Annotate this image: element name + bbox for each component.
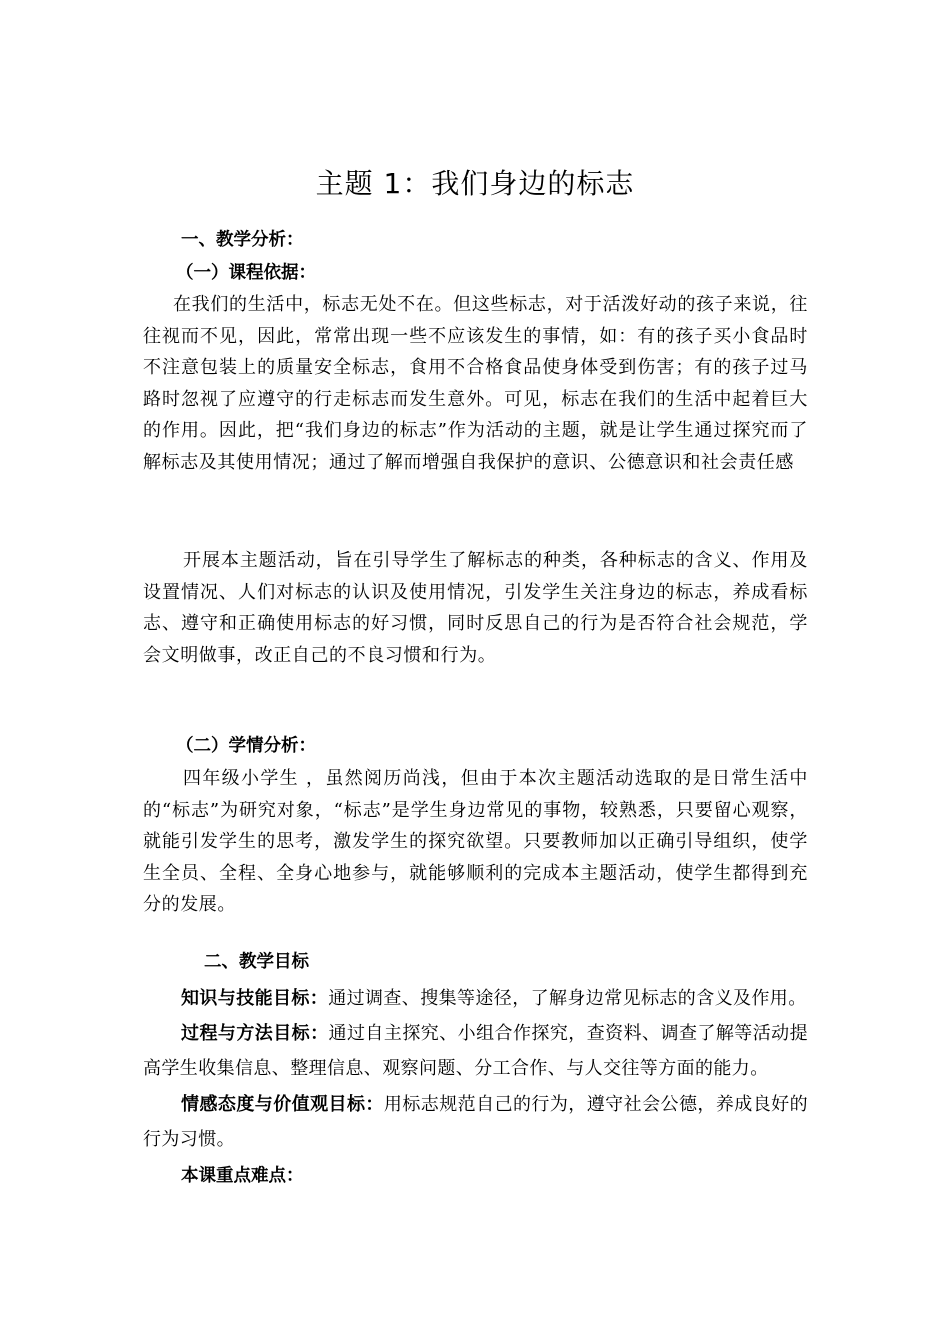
paragraph-student-analysis: 四年级小学生 ，虽然阅历尚浅，但由于本次主题活动选取的是日常生活中的“标志”为研究对象，“标志”是学生身边常见的事物，较熟悉，只要留心观察，就能引发学生的思考，激发学生的探究欲望。只要教师加以正确引导组织，使学生全员、全程、全身心地参与，就能够顺利的完成本主题活动，使学生都得到充分的发展。 xyxy=(143,768,808,916)
goal-text: 通过调查、搜集等途径，了解身边常见标志的含义及作用。 xyxy=(328,988,807,1009)
paragraph-curriculum-basis: 在我们的生活中，标志无处不在。但这些标志，对于活泼好动的孩子来说，往往视而不见，因此，常常出现一些不应该发生的事情，如：有的孩子买小食品时不注意包装上的质量安全标志，食用不合格食品使身体受到伤害；有的孩子过马路时忽视了应遵守的行走标志而发生意外。可见，标志在我们的生活中起着巨大的作用。因此，把“我们身边的标志”作为活动的主题，就是让学生通过探究而了解标志及其使用情况；通过了解而增强自我保护的意识、公德意识和社会责任感 xyxy=(143,294,808,473)
section-heading-teaching-analysis: 一、教学分析： xyxy=(181,230,304,250)
goal-process-methods xyxy=(143,1016,808,1086)
goal-label: 过程与方法目标： xyxy=(181,1023,329,1044)
goal-knowledge-skills xyxy=(143,981,808,1016)
section-heading-key-points: 本课重点难点： xyxy=(181,1166,304,1186)
section-heading-teaching-goals: 二、教学目标 xyxy=(204,952,309,972)
goal-label: 知识与技能目标： xyxy=(181,988,329,1009)
subsection-heading-student-analysis: （二）学情分析： xyxy=(176,736,316,756)
page-title: 主题 1：我们身边的标志 xyxy=(315,167,635,200)
paragraph-activity-purpose: 开展本主题活动，旨在引导学生了解标志的种类，各种标志的含义、作用及设置情况、人们对标志的认识及使用情况，引发学生关注身边的标志，养成看标志、遵守和正确使用标志的好习惯，同时反思自己的行为是否符合社会规范，学会文明做事，改正自己的不良习惯和行为。 xyxy=(143,550,808,666)
goal-emotion-values xyxy=(143,1087,808,1157)
subsection-heading-curriculum-basis: （一）课程依据： xyxy=(176,263,316,283)
goal-label: 情感态度与价值观目标： xyxy=(181,1094,384,1115)
goal-text: 通过自主探究、小组合作探究，查资料、调查了解等活动提高学生收集信息、整理信息、观察问题、分工合作、与人交往等方面的能力。 xyxy=(143,1023,808,1079)
goal-text: 用标志规范自己的行为，遵守社会公德，养成良好的行为习惯。 xyxy=(143,1094,808,1150)
